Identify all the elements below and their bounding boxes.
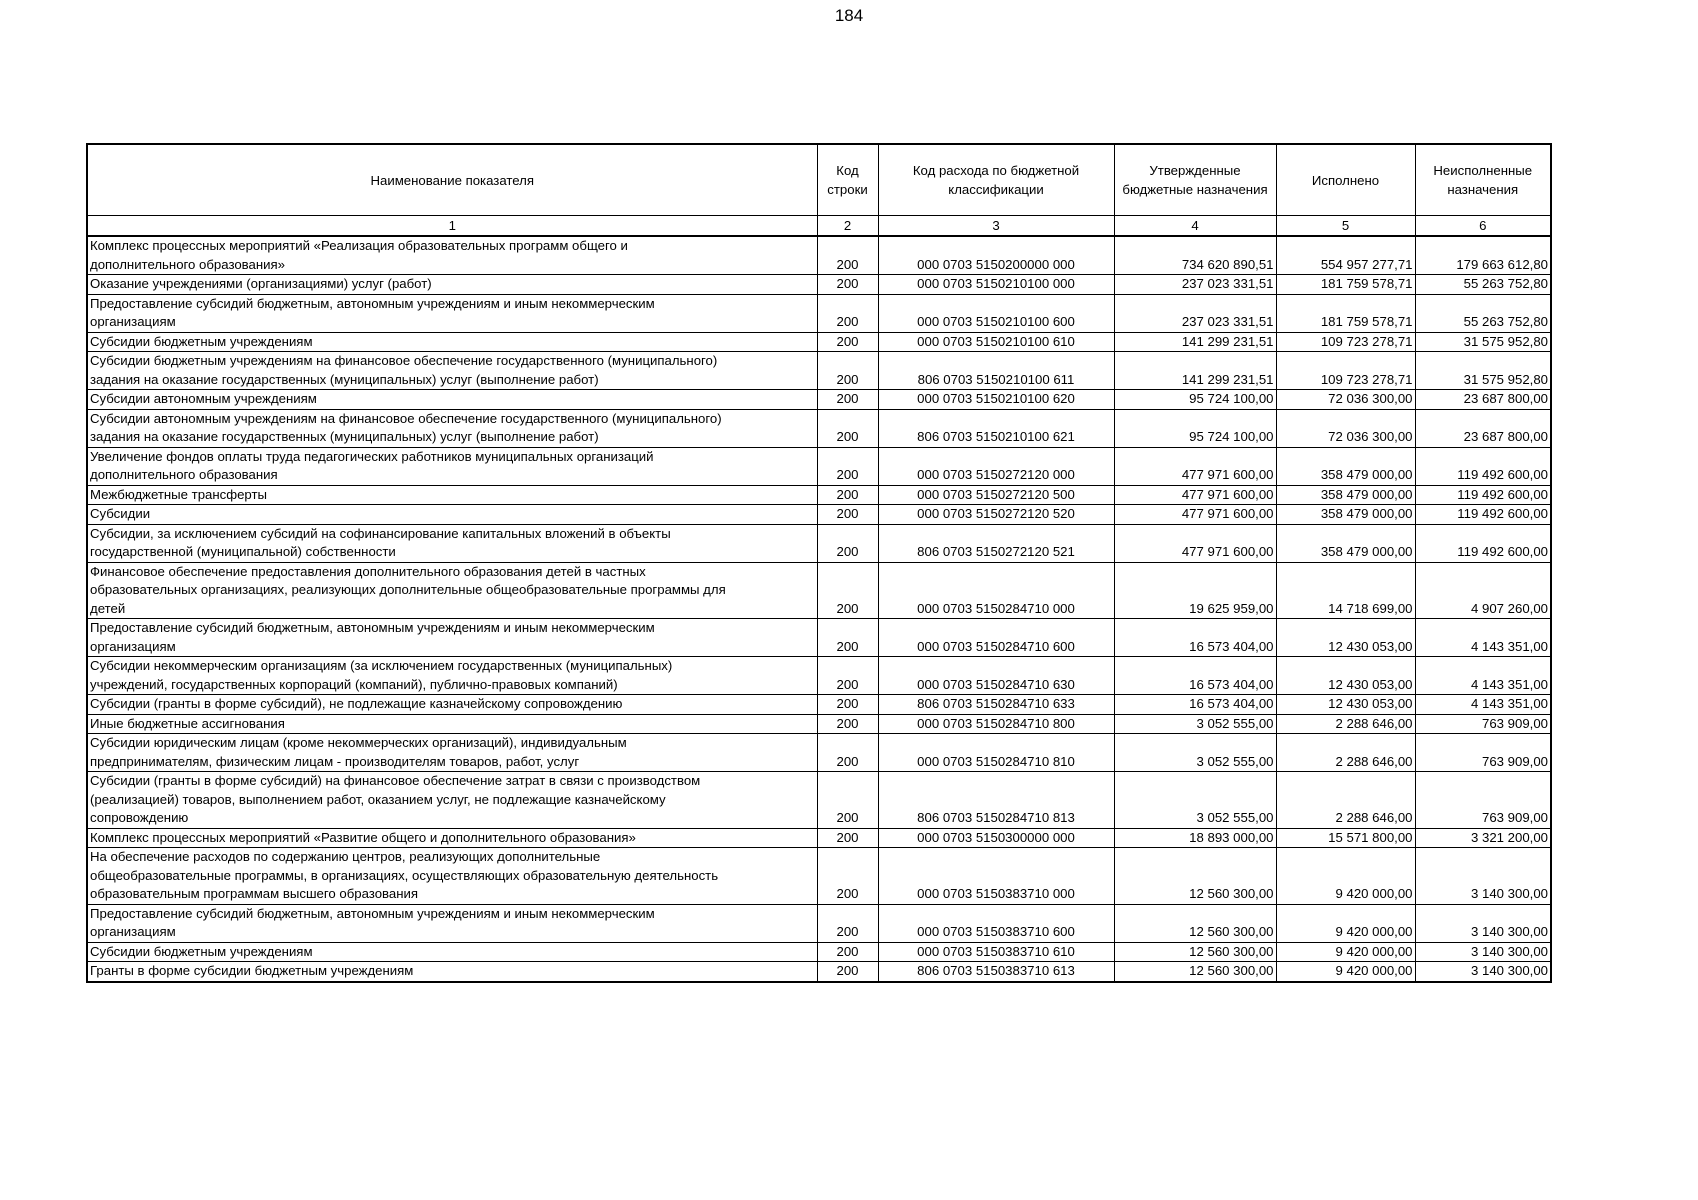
row-executed: 109 723 278,71 — [1276, 332, 1415, 352]
row-approved: 95 724 100,00 — [1114, 409, 1276, 447]
row-budget-code: 806 0703 5150383710 613 — [878, 962, 1114, 982]
row-line-code: 200 — [817, 904, 878, 942]
row-budget-code: 000 0703 5150284710 630 — [878, 657, 1114, 695]
row-unexecuted: 763 909,00 — [1415, 734, 1551, 772]
row-unexecuted: 4 907 260,00 — [1415, 562, 1551, 619]
row-line-code: 200 — [817, 962, 878, 982]
row-executed: 554 957 277,71 — [1276, 236, 1415, 275]
row-executed: 9 420 000,00 — [1276, 942, 1415, 962]
row-name: Предоставление субсидий бюджетным, автономным учреждениям и иным некоммерческим организациям — [87, 619, 817, 657]
row-approved: 16 573 404,00 — [1114, 657, 1276, 695]
row-budget-code: 000 0703 5150300000 000 — [878, 828, 1114, 848]
row-approved: 95 724 100,00 — [1114, 390, 1276, 410]
row-approved: 237 023 331,51 — [1114, 275, 1276, 295]
row-name: Увеличение фондов оплаты труда педагогических работников муниципальных организаций дополнительного образования — [87, 447, 817, 485]
row-executed: 109 723 278,71 — [1276, 352, 1415, 390]
row-name: Субсидии автономным учреждениям на финансовое обеспечение государственного (муниципального) задания на оказание государственных (муниципальных) услуг (выполнение работ) — [87, 409, 817, 447]
row-line-code: 200 — [817, 772, 878, 829]
row-approved: 477 971 600,00 — [1114, 447, 1276, 485]
row-executed: 2 288 646,00 — [1276, 714, 1415, 734]
row-name: На обеспечение расходов по содержанию центров, реализующих дополнительные общеобразовательные программы, в организациях, осуществляющих образовательную деятельность образовательным программам высшего образования — [87, 848, 817, 905]
row-budget-code: 000 0703 5150272120 500 — [878, 485, 1114, 505]
row-name: Субсидии (гранты в форме субсидий), не подлежащие казначейскому сопровождению — [87, 695, 817, 715]
column-number: 2 — [817, 216, 878, 237]
row-approved: 16 573 404,00 — [1114, 619, 1276, 657]
row-unexecuted: 31 575 952,80 — [1415, 352, 1551, 390]
row-budget-code: 000 0703 5150284710 600 — [878, 619, 1114, 657]
row-line-code: 200 — [817, 485, 878, 505]
row-unexecuted: 4 143 351,00 — [1415, 695, 1551, 715]
row-executed: 72 036 300,00 — [1276, 390, 1415, 410]
row-approved: 477 971 600,00 — [1114, 524, 1276, 562]
column-number: 1 — [87, 216, 817, 237]
row-name: Предоставление субсидий бюджетным, автономным учреждениям и иным некоммерческим организациям — [87, 294, 817, 332]
row-budget-code: 000 0703 5150284710 810 — [878, 734, 1114, 772]
row-unexecuted: 119 492 600,00 — [1415, 447, 1551, 485]
table-row — [87, 236, 1551, 275]
row-unexecuted: 3 140 300,00 — [1415, 848, 1551, 905]
row-executed: 358 479 000,00 — [1276, 447, 1415, 485]
row-executed: 12 430 053,00 — [1276, 619, 1415, 657]
column-number: 5 — [1276, 216, 1415, 237]
row-line-code: 200 — [817, 619, 878, 657]
row-approved: 3 052 555,00 — [1114, 714, 1276, 734]
row-unexecuted: 3 140 300,00 — [1415, 962, 1551, 982]
row-line-code: 200 — [817, 828, 878, 848]
row-approved: 12 560 300,00 — [1114, 962, 1276, 982]
row-name: Субсидии (гранты в форме субсидий) на финансовое обеспечение затрат в связи с производством (реализацией) товаров, выполнением работ, оказанием услуг, не подлежащие казначейскому сопровождению — [87, 772, 817, 829]
row-approved: 16 573 404,00 — [1114, 695, 1276, 715]
row-name: Финансовое обеспечение предоставления дополнительного образования детей в частных образовательных организациях, реализующих дополнительные общеобразовательные программы для детей — [87, 562, 817, 619]
row-approved: 141 299 231,51 — [1114, 332, 1276, 352]
row-line-code: 200 — [817, 734, 878, 772]
row-approved: 141 299 231,51 — [1114, 352, 1276, 390]
table-row — [87, 619, 1551, 657]
table-row — [87, 485, 1551, 505]
row-approved: 237 023 331,51 — [1114, 294, 1276, 332]
row-executed: 12 430 053,00 — [1276, 657, 1415, 695]
table-row — [87, 275, 1551, 295]
column-number: 6 — [1415, 216, 1551, 237]
row-approved: 3 052 555,00 — [1114, 734, 1276, 772]
row-budget-code: 806 0703 5150284710 813 — [878, 772, 1114, 829]
row-budget-code: 806 0703 5150272120 521 — [878, 524, 1114, 562]
row-executed: 2 288 646,00 — [1276, 772, 1415, 829]
row-unexecuted: 23 687 800,00 — [1415, 409, 1551, 447]
header-budget-code: Код расхода по бюджетной классификации — [878, 144, 1114, 216]
row-name: Субсидии автономным учреждениям — [87, 390, 817, 410]
row-executed: 14 718 699,00 — [1276, 562, 1415, 619]
row-unexecuted: 31 575 952,80 — [1415, 332, 1551, 352]
header-line-code: Код строки — [817, 144, 878, 216]
row-unexecuted: 763 909,00 — [1415, 772, 1551, 829]
row-line-code: 200 — [817, 236, 878, 275]
row-approved: 477 971 600,00 — [1114, 505, 1276, 525]
row-budget-code: 806 0703 5150210100 621 — [878, 409, 1114, 447]
table-row — [87, 734, 1551, 772]
row-executed: 15 571 800,00 — [1276, 828, 1415, 848]
row-line-code: 200 — [817, 275, 878, 295]
row-approved: 12 560 300,00 — [1114, 904, 1276, 942]
row-line-code: 200 — [817, 562, 878, 619]
row-budget-code: 000 0703 5150284710 800 — [878, 714, 1114, 734]
row-unexecuted: 179 663 612,80 — [1415, 236, 1551, 275]
table-row — [87, 695, 1551, 715]
row-unexecuted: 763 909,00 — [1415, 714, 1551, 734]
header-approved: Утвержденные бюджетные назначения — [1114, 144, 1276, 216]
table-row — [87, 524, 1551, 562]
row-line-code: 200 — [817, 942, 878, 962]
budget-execution-table — [86, 143, 1552, 983]
row-line-code: 200 — [817, 524, 878, 562]
row-executed: 9 420 000,00 — [1276, 962, 1415, 982]
row-line-code: 200 — [817, 657, 878, 695]
row-unexecuted: 55 263 752,80 — [1415, 275, 1551, 295]
row-unexecuted: 119 492 600,00 — [1415, 524, 1551, 562]
table-row — [87, 390, 1551, 410]
table-row — [87, 962, 1551, 982]
row-approved: 734 620 890,51 — [1114, 236, 1276, 275]
row-line-code: 200 — [817, 332, 878, 352]
row-budget-code: 000 0703 5150200000 000 — [878, 236, 1114, 275]
row-name: Оказание учреждениями (организациями) услуг (работ) — [87, 275, 817, 295]
row-unexecuted: 119 492 600,00 — [1415, 485, 1551, 505]
row-executed: 9 420 000,00 — [1276, 848, 1415, 905]
row-line-code: 200 — [817, 352, 878, 390]
row-name: Комплекс процессных мероприятий «Реализация образовательных программ общего и дополнительного образования» — [87, 236, 817, 275]
row-approved: 477 971 600,00 — [1114, 485, 1276, 505]
row-unexecuted: 55 263 752,80 — [1415, 294, 1551, 332]
header-indicator-name: Наименование показателя — [87, 144, 817, 216]
column-number-row — [87, 216, 1551, 237]
row-name: Межбюджетные трансферты — [87, 485, 817, 505]
row-line-code: 200 — [817, 447, 878, 485]
column-number: 3 — [878, 216, 1114, 237]
table-row — [87, 714, 1551, 734]
row-unexecuted: 23 687 800,00 — [1415, 390, 1551, 410]
header-executed: Исполнено — [1276, 144, 1415, 216]
table-row — [87, 562, 1551, 619]
row-approved: 12 560 300,00 — [1114, 942, 1276, 962]
table-row — [87, 332, 1551, 352]
row-budget-code: 000 0703 5150210100 620 — [878, 390, 1114, 410]
table-row — [87, 409, 1551, 447]
table-row — [87, 447, 1551, 485]
row-budget-code: 000 0703 5150210100 000 — [878, 275, 1114, 295]
row-executed: 72 036 300,00 — [1276, 409, 1415, 447]
row-executed: 2 288 646,00 — [1276, 734, 1415, 772]
row-budget-code: 000 0703 5150383710 610 — [878, 942, 1114, 962]
row-budget-code: 000 0703 5150383710 000 — [878, 848, 1114, 905]
row-name: Субсидии — [87, 505, 817, 525]
row-name: Субсидии некоммерческим организациям (за исключением государственных (муниципальных) учреждений, государственных корпораций (компаний), публично-правовых компаний) — [87, 657, 817, 695]
table-body — [87, 236, 1551, 982]
row-name: Гранты в форме субсидии бюджетным учреждениям — [87, 962, 817, 982]
row-unexecuted: 4 143 351,00 — [1415, 619, 1551, 657]
header-unexecuted: Неисполненные назначения — [1415, 144, 1551, 216]
row-approved: 3 052 555,00 — [1114, 772, 1276, 829]
row-unexecuted: 119 492 600,00 — [1415, 505, 1551, 525]
row-budget-code: 806 0703 5150210100 611 — [878, 352, 1114, 390]
row-name: Субсидии бюджетным учреждениям на финансовое обеспечение государственного (муниципального) задания на оказание государственных (муниципальных) услуг (выполнение работ) — [87, 352, 817, 390]
row-name: Субсидии юридическим лицам (кроме некоммерческих организаций), индивидуальным предпринимателям, физическим лицам - производителям товаров, работ, услуг — [87, 734, 817, 772]
row-budget-code: 806 0703 5150284710 633 — [878, 695, 1114, 715]
row-name: Предоставление субсидий бюджетным, автономным учреждениям и иным некоммерческим организациям — [87, 904, 817, 942]
row-executed: 358 479 000,00 — [1276, 485, 1415, 505]
row-approved: 12 560 300,00 — [1114, 848, 1276, 905]
table-row — [87, 848, 1551, 905]
row-line-code: 200 — [817, 390, 878, 410]
row-executed: 181 759 578,71 — [1276, 275, 1415, 295]
row-line-code: 200 — [817, 695, 878, 715]
header-row — [87, 144, 1551, 216]
column-number: 4 — [1114, 216, 1276, 237]
row-line-code: 200 — [817, 294, 878, 332]
row-budget-code: 000 0703 5150272120 000 — [878, 447, 1114, 485]
table-row — [87, 657, 1551, 695]
row-executed: 358 479 000,00 — [1276, 524, 1415, 562]
table-row — [87, 294, 1551, 332]
row-unexecuted: 3 321 200,00 — [1415, 828, 1551, 848]
row-line-code: 200 — [817, 409, 878, 447]
row-line-code: 200 — [817, 505, 878, 525]
row-budget-code: 000 0703 5150210100 610 — [878, 332, 1114, 352]
row-budget-code: 000 0703 5150383710 600 — [878, 904, 1114, 942]
table-row — [87, 352, 1551, 390]
row-approved: 18 893 000,00 — [1114, 828, 1276, 848]
row-budget-code: 000 0703 5150284710 000 — [878, 562, 1114, 619]
row-approved: 19 625 959,00 — [1114, 562, 1276, 619]
page-number: 184 — [834, 6, 864, 25]
row-unexecuted: 4 143 351,00 — [1415, 657, 1551, 695]
row-line-code: 200 — [817, 714, 878, 734]
row-name: Комплекс процессных мероприятий «Развитие общего и дополнительного образования» — [87, 828, 817, 848]
table-row — [87, 904, 1551, 942]
table-row — [87, 772, 1551, 829]
row-unexecuted: 3 140 300,00 — [1415, 904, 1551, 942]
row-executed: 12 430 053,00 — [1276, 695, 1415, 715]
row-name: Субсидии бюджетным учреждениям — [87, 332, 817, 352]
row-executed: 9 420 000,00 — [1276, 904, 1415, 942]
row-executed: 181 759 578,71 — [1276, 294, 1415, 332]
row-unexecuted: 3 140 300,00 — [1415, 942, 1551, 962]
row-executed: 358 479 000,00 — [1276, 505, 1415, 525]
table-row — [87, 942, 1551, 962]
row-name: Субсидии, за исключением субсидий на софинансирование капитальных вложений в объекты государственной (муниципальной) собственности — [87, 524, 817, 562]
row-name: Иные бюджетные ассигнования — [87, 714, 817, 734]
table-row — [87, 505, 1551, 525]
row-budget-code: 000 0703 5150272120 520 — [878, 505, 1114, 525]
row-name: Субсидии бюджетным учреждениям — [87, 942, 817, 962]
row-budget-code: 000 0703 5150210100 600 — [878, 294, 1114, 332]
table-row — [87, 828, 1551, 848]
row-line-code: 200 — [817, 848, 878, 905]
